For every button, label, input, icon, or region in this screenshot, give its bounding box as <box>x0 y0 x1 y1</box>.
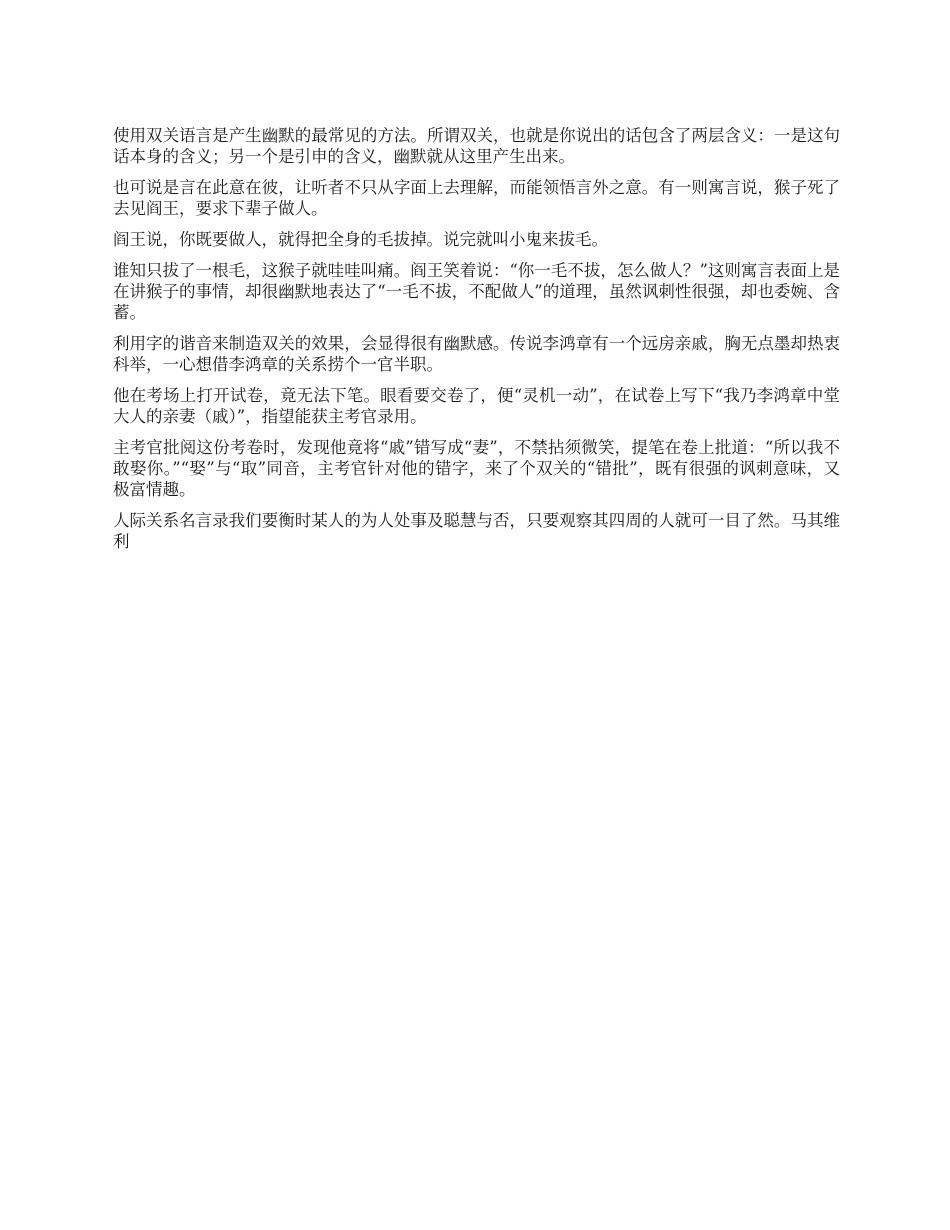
paragraph-8: 人际关系名言录我们要衡时某人的为人处事及聪慧与否，只要观察其四周的人就可一目了然。马其维利 <box>113 511 840 551</box>
paragraph-7: 主考官批阅这份考卷时，发现他竟将“戚”错写成“妻”，不禁拈须微笑，提笔在卷上批道：“所以我不敢娶你。”“娶”与“取”同音，主考官针对他的错字，来了个双关的“错批”，既有很强的讽刺意味，又极富情趣。 <box>113 438 840 499</box>
paragraph-4: 谁知只拔了一根毛，这猴子就哇哇叫痛。阎王笑着说：“你一毛不拔，怎么做人？”这则寓言表面上是在讲猴子的事情，却很幽默地表达了“一毛不拔，不配做人”的道理，虽然讽刺性很强，却也委婉、含蓄。 <box>113 261 840 322</box>
paragraph-1: 使用双关语言是产生幽默的最常见的方法。所谓双关，也就是你说出的话包含了两层含义：一是这句话本身的含义；另一个是引申的含义，幽默就从这里产生出来。 <box>113 126 840 166</box>
document-body <box>113 125 840 562</box>
paragraph-5: 利用字的谐音来制造双关的效果，会显得很有幽默感。传说李鸿章有一个远房亲戚，胸无点墨却热衷科举，一心想借李鸿章的关系捞个一官半职。 <box>113 334 840 374</box>
paragraph-6: 他在考场上打开试卷，竟无法下笔。眼看要交卷了，便“灵机一动”，在试卷上写下“我乃李鸿章中堂大人的亲妻（戚）”，指望能获主考官录用。 <box>113 386 840 426</box>
paragraph-2: 也可说是言在此意在彼，让听者不只从字面上去理解，而能领悟言外之意。有一则寓言说，猴子死了去见阎王，要求下辈子做人。 <box>113 178 840 218</box>
paragraph-3: 阎王说，你既要做人，就得把全身的毛拔掉。说完就叫小鬼来拔毛。 <box>113 230 608 249</box>
